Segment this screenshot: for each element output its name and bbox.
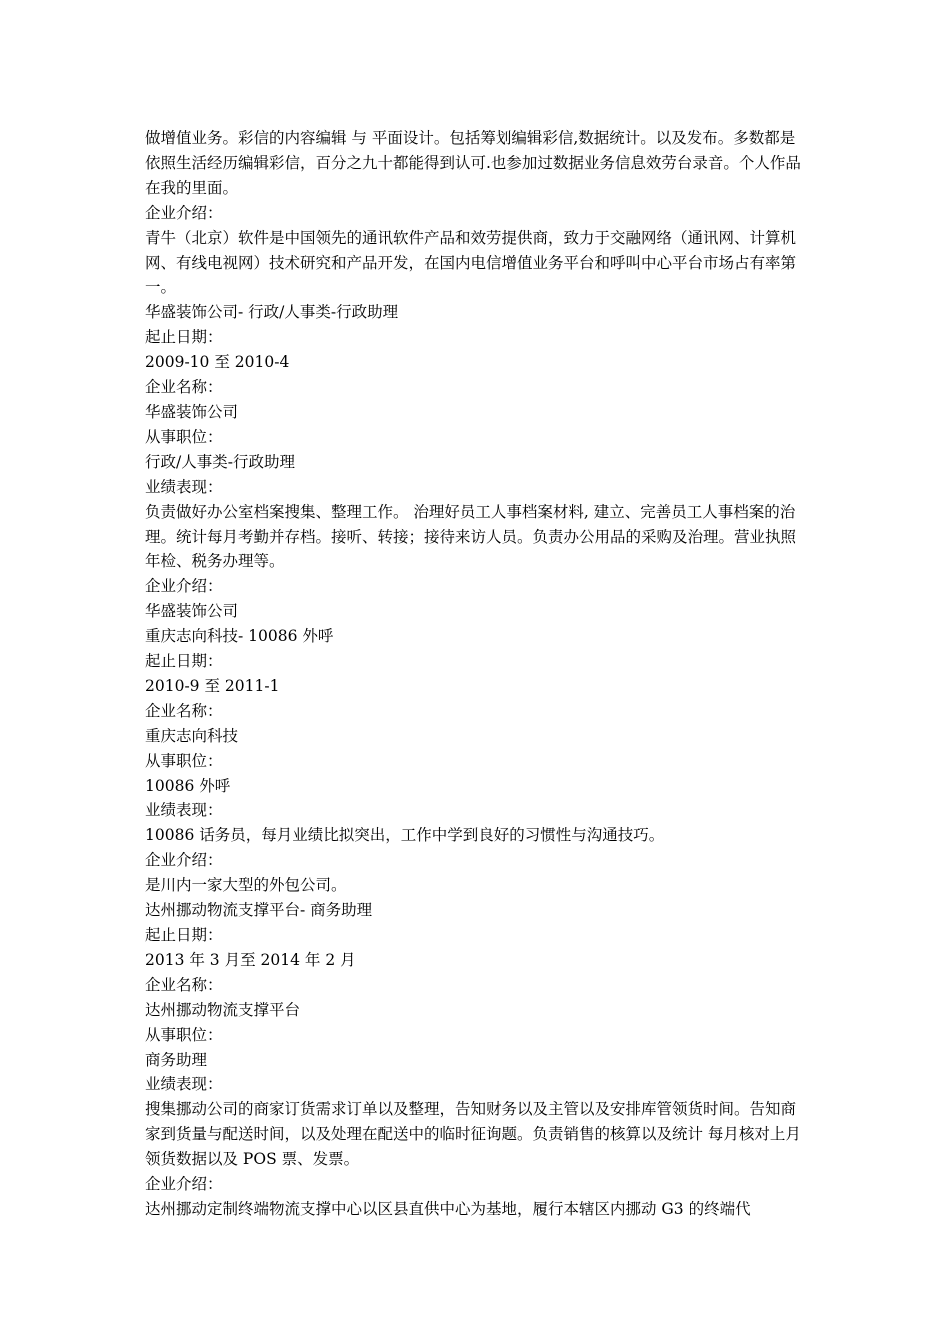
- label-company-intro: 企业介绍：: [145, 577, 223, 596]
- paragraph-dazhou-intro: 达州挪动定制终端物流支撑中心以区县直供中心为基地，履行本辖区内挪动 G3 的终端代: [145, 1199, 751, 1218]
- paragraph-performance: 10086 话务员，每月业绩比拟突出，工作中学到良好的习惯性与沟通技巧。: [145, 826, 665, 845]
- value-dates: 2010-9 至 2011-1: [145, 676, 280, 695]
- value-dates: 2013 年 3 月至 2014 年 2 月: [145, 950, 356, 969]
- paragraph-performance: 搜集挪动公司的商家订货需求订单以及整理，告知财务以及主管以及安排库管领货时间。告知商家到货量与配送时间，以及处理在配送中的临时征询题。负责销售的核算以及统计 每月核对上月领货数据以及 POS 票、发票。: [145, 1100, 801, 1169]
- value-company-name: 华盛装饰公司: [145, 402, 239, 421]
- label-company-intro: 企业介绍：: [145, 851, 223, 870]
- paragraph-qingniu-intro: 青牛（北京）软件是中国领先的通讯软件产品和效劳提供商，致力于交融网络（通讯网、计算机网、有线电视网）技术研究和产品开发，在国内电信增值业务平台和呼叫中心平台市场占有率第一。: [145, 228, 797, 297]
- value-position: 行政/人事类-行政助理: [145, 452, 295, 471]
- job-heading-dazhou: 达州挪动物流支撑平台- 商务助理: [145, 901, 373, 920]
- label-position: 从事职位：: [145, 751, 223, 770]
- label-position: 从事职位：: [145, 427, 223, 446]
- paragraph-sms-work: 做增值业务。彩信的内容编辑 与 平面设计。包括筹划编辑彩信,数据统计。以及发布。多数都是依照生活经历编辑彩信，百分之九十都能得到认可.也参加过数据业务信息效劳台录音。个人作品在我的里面。: [145, 129, 801, 197]
- label-performance: 业绩表现：: [145, 477, 223, 496]
- label-dates: 起止日期：: [145, 328, 223, 347]
- document-body: [145, 126, 810, 1222]
- value-company-intro: 华盛装饰公司: [145, 602, 239, 621]
- label-company-intro: 企业介绍：: [145, 1175, 223, 1194]
- label-performance: 业绩表现：: [145, 1075, 223, 1094]
- value-company-name: 达州挪动物流支撑平台: [145, 1000, 301, 1019]
- label-company-name: 企业名称：: [145, 378, 223, 397]
- label-dates: 起止日期：: [145, 652, 223, 671]
- value-position: 商务助理: [145, 1050, 208, 1069]
- value-dates: 2009-10 至 2010-4: [145, 353, 290, 372]
- paragraph-performance: 负责做好办公室档案搜集、整理工作。 治理好员工人事档案材料, 建立、完善员工人事档案的治理。统计每月考勤并存档。接听、转接；接待来访人员。负责办公用品的采购及治理。营业执照年检、税务办理等。: [145, 502, 797, 571]
- value-company-intro: 是川内一家大型的外包公司。: [145, 876, 347, 895]
- job-heading-chongqing: 重庆志向科技- 10086 外呼: [145, 627, 334, 646]
- job-heading-huasheng: 华盛装饰公司- 行政/人事类-行政助理: [145, 303, 399, 322]
- label-position: 从事职位：: [145, 1025, 223, 1044]
- label-performance: 业绩表现：: [145, 801, 223, 820]
- value-company-name: 重庆志向科技: [145, 726, 239, 745]
- label-company-name: 企业名称：: [145, 701, 223, 720]
- label-company-intro: 企业介绍：: [145, 203, 223, 222]
- label-dates: 起止日期：: [145, 926, 223, 944]
- label-company-name: 企业名称：: [145, 975, 223, 994]
- value-position: 10086 外呼: [145, 776, 231, 795]
